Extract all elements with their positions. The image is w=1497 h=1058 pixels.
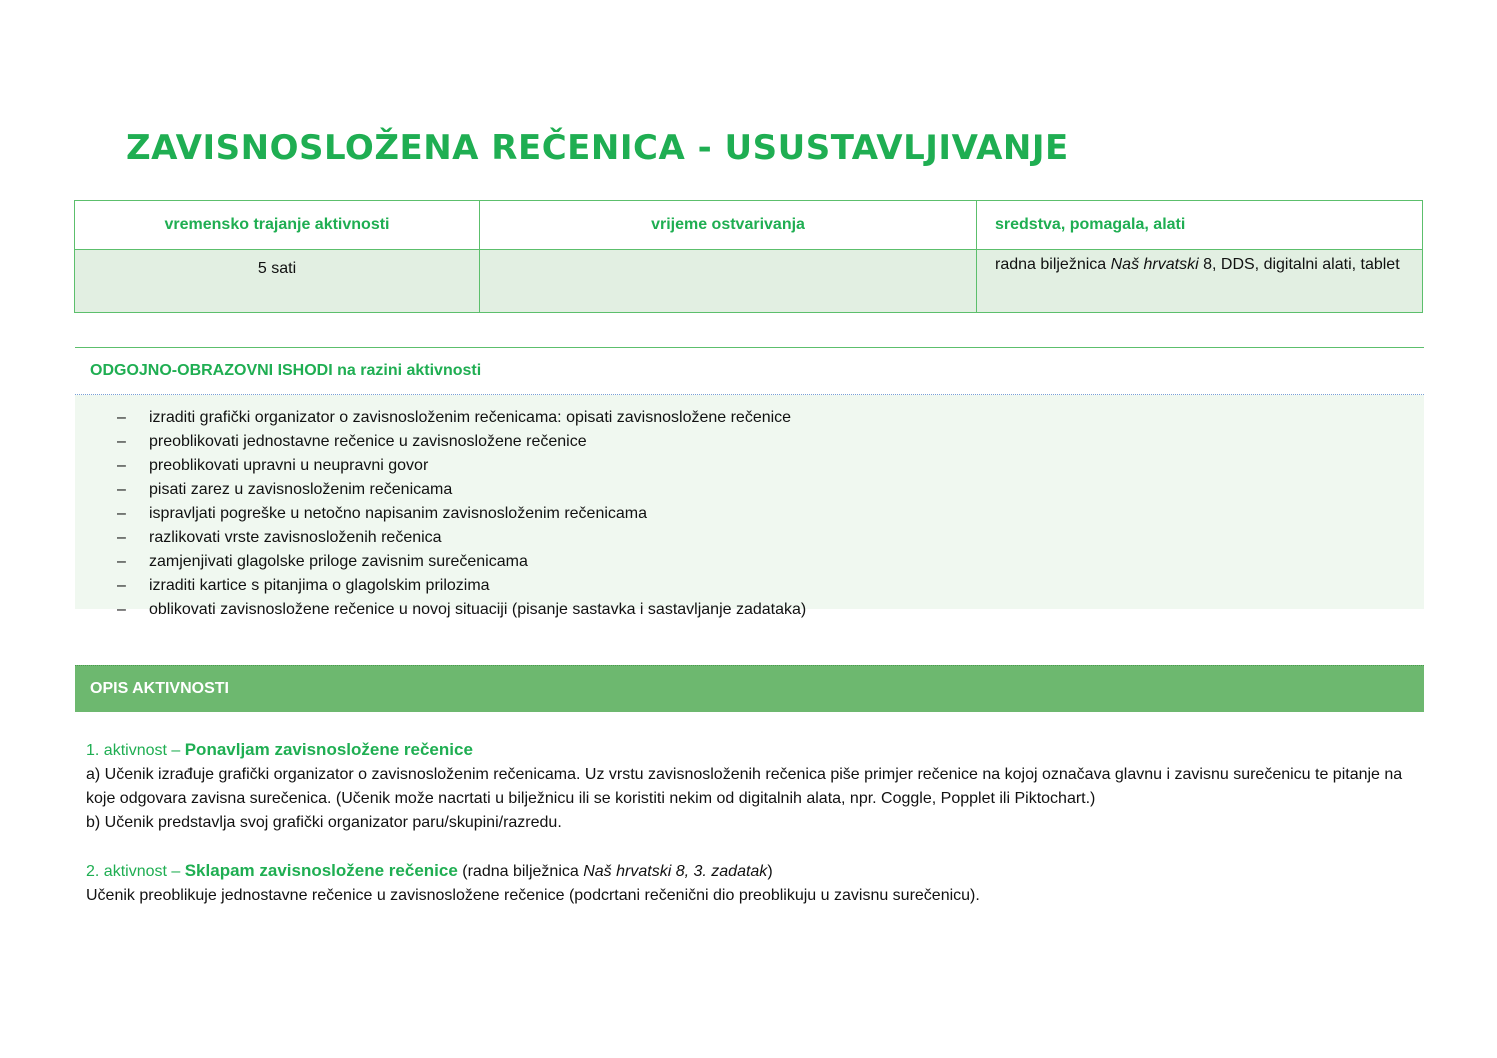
list-item-text: ispravljati pogreške u netočno napisanim zavisnosloženim rečenicama [149,505,648,522]
opis-heading: OPIS AKTIVNOSTI [75,665,1424,712]
dash-bullet: – [117,601,126,618]
cell-duration: 5 sati [75,250,480,313]
activity-2-line: Učenik preoblikuje jednostavne rečenice u zavisnosložene rečenice (podcrtani rečenični dio preoblikuju u zavisnu surečenicu). [86,887,980,904]
spacer [86,835,1416,859]
activities-section [86,738,1416,908]
header-duration: vremensko trajanje aktivnosti [75,201,480,250]
list-item-text: zamjenjivati glagolske priloge zavisnim surečenicama [149,553,528,570]
activity-2-heading [86,859,1416,884]
list-item-text: preoblikovati jednostavne rečenice u zavisnosložene rečenice [149,433,587,450]
outcomes-heading: ODGOJNO-OBRAZOVNI ISHODI na razini aktivnosti [75,347,1424,395]
tools-text-post: 8, DDS, digitalni alati, tablet [1198,256,1400,273]
info-table-data-row [75,250,1423,313]
dash-bullet: – [117,433,126,450]
cell-time [480,250,977,313]
info-table [74,200,1423,313]
cell-tools [977,250,1423,313]
dash-bullet: – [117,553,126,570]
dash-bullet: – [117,529,126,546]
list-item-text: preoblikovati upravni u neupravni govor [149,457,429,474]
list-item [75,406,1424,430]
list-item [75,574,1424,598]
list-item-text: izraditi grafički organizator o zavisnosloženim rečenicama: opisati zavisnosložene rečenice [149,409,792,426]
list-item-text: izraditi kartice s pitanjima o glagolskim prilozima [149,577,490,594]
outcomes-list [75,406,1424,622]
outcomes-body [75,395,1424,618]
activity-1-title: Ponavljam zavisnosložene rečenice [184,740,473,759]
list-item [75,430,1424,454]
dash-bullet: – [117,409,126,426]
outcomes-section [75,347,1424,618]
list-item-text: oblikovati zavisnosložene rečenice u novoj situaciji (pisanje sastavka i sastavljanje zadataka) [149,601,807,618]
dash-bullet: – [117,457,126,474]
dash-bullet: – [117,577,126,594]
tools-text-pre: radna bilježnica [995,256,1111,273]
dash-bullet: – [117,505,126,522]
header-tools: sredstva, pomagala, alati [977,201,1423,250]
list-item-text: pisati zarez u zavisnosloženim rečenicama [149,481,453,498]
header-time: vrijeme ostvarivanja [480,201,977,250]
list-item [75,526,1424,550]
page-title: ZAVISNOSLOŽENA REČENICA - USUSTAVLJIVANJE [126,128,1069,168]
info-table-header-row [75,201,1423,250]
activity-1-heading [86,738,1416,763]
list-item [75,502,1424,526]
tools-text-italic: Naš hrvatski [1110,256,1199,273]
activity-2-ref-post: ) [767,863,773,880]
activity-2-prefix: 2. aktivnost – [86,863,185,880]
activity-2-title: Sklapam zavisnosložene rečenice [184,861,458,880]
dash-bullet: – [117,481,126,498]
list-item [75,478,1424,502]
list-item [75,598,1424,622]
activity-2-ref-italic: Naš hrvatski 8, 3. zadatak [583,863,768,880]
activity-2-ref-pre: (radna bilježnica [457,863,584,880]
activity-1-prefix: 1. aktivnost – [86,742,185,759]
list-item [75,454,1424,478]
list-item [75,550,1424,574]
list-item-text: razlikovati vrste zavisnosloženih rečenica [149,529,442,546]
activity-1-line-a: a) Učenik izrađuje grafički organizator o zavisnosloženim rečenicama. Uz vrstu zavisnosloženih rečenica piše primjer rečenice na kojoj označava glavnu i zavisnu surečenicu te pitanje na koje odgovara zavisna surečenica. (Učenik može nacrtati u bilježnicu ili se koristiti nekim od digitalnih alata, npr. Coggle, Popplet ili Piktochart.) [86,766,1403,807]
activity-1-line-b: b) Učenik predstavlja svoj grafički organizator paru/skupini/razredu. [86,814,562,831]
